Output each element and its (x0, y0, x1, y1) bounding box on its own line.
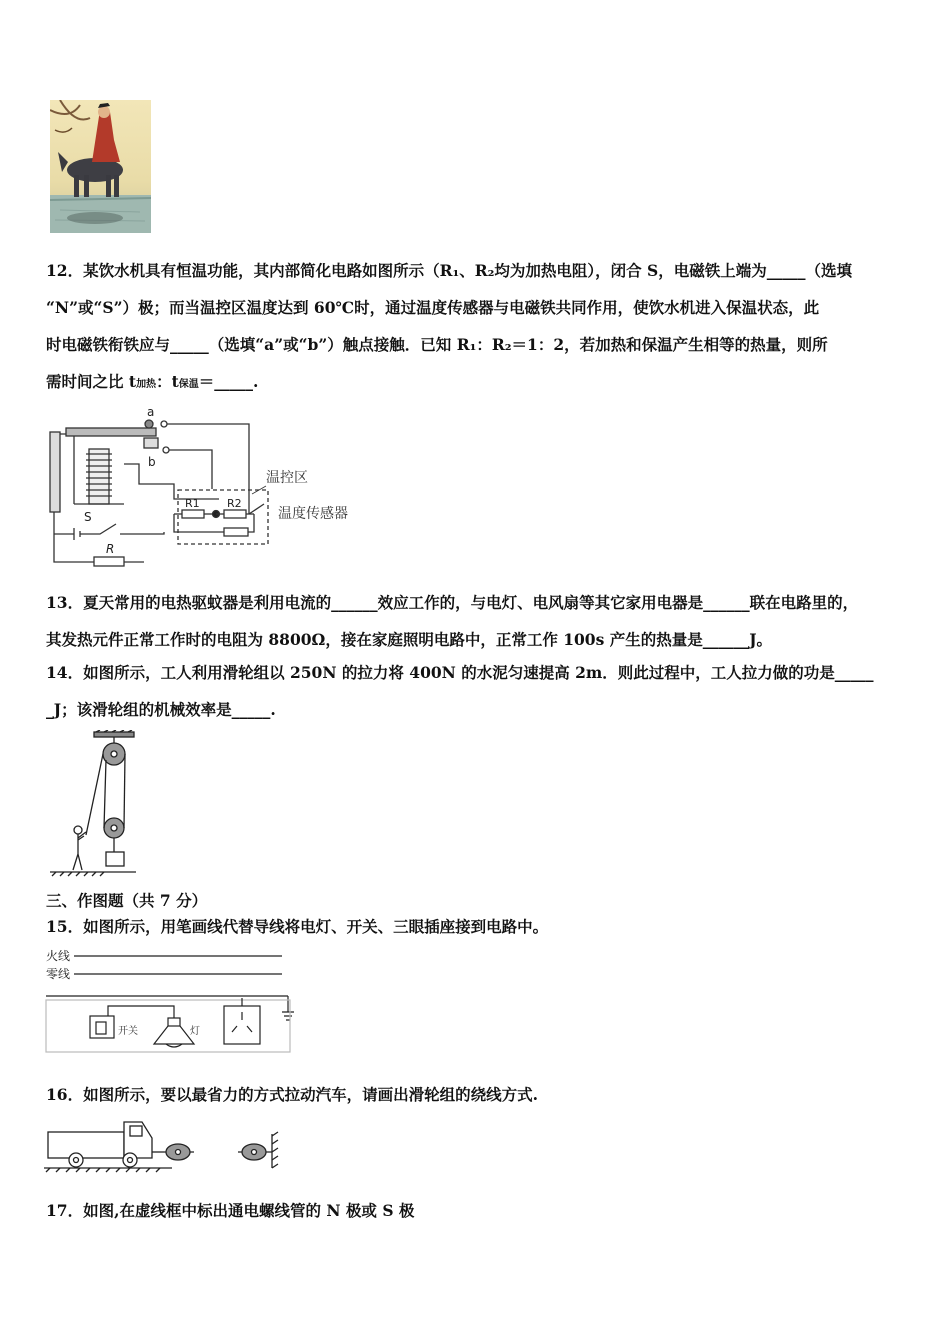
question-17 (46, 1194, 908, 1228)
q15-text: 15．如图所示，用笔画线代替导线将电灯、开关、三眼插座接到电路中。 (46, 917, 549, 936)
q12-line4 (46, 363, 908, 403)
label-b: b (148, 455, 156, 469)
label-s: S (84, 510, 92, 524)
section-3-heading: 三、作图题（共 7 分） (46, 891, 208, 910)
q14-pulley-diagram (46, 730, 136, 878)
question-13 (46, 584, 908, 658)
q16-text: 16．如图所示，要以最省力的方式拉动汽车，请画出滑轮组的绕线方式. (46, 1085, 538, 1104)
q15-wiring-diagram (44, 946, 294, 1054)
q12-line4-a: 需时间之比 t (46, 372, 137, 391)
label-r: R (106, 542, 115, 556)
label-switch: 开关 (118, 1026, 138, 1037)
question-15 (46, 910, 908, 944)
q12-circuit-diagram (44, 404, 374, 572)
label-live-wire: 火线 (46, 949, 71, 963)
label-zone: 温控区 (266, 470, 308, 486)
label-a: a (147, 405, 155, 419)
q12-line4-b: ：t (156, 372, 179, 391)
label-r2: R2 (227, 497, 242, 510)
q14-line2: _J；该滑轮组的机械效率是_____. (46, 700, 276, 719)
q13-line2: 其发热元件正常工作时的电阻为 8800Ω，接在家庭照明电路中，正常工作 100s 产生的热量是______J。 (46, 630, 773, 649)
q12-line2: “N”或“S”）极；而当温控区温度达到 60℃时，通过温度传感器与电磁铁共同作用，使饮水机进入保温状态，此 (46, 298, 820, 317)
label-lamp: 灯 (190, 1026, 200, 1037)
q12-line1: 12．某饮水机具有恒温功能，其内部简化电路如图所示（R₁、R₂均为加热电阻），闭合 S，电磁铁上端为_____（选填 (46, 261, 853, 280)
painting-image (50, 100, 151, 233)
label-neutral-wire: 零线 (46, 967, 71, 981)
label-r1: R1 (185, 497, 200, 510)
q12-line3: 时电磁铁衔铁应与_____（选填“a”或“b”）触点接触．已知 R₁：R₂＝1：2，若加热和保温产生相等的热量，则所 (46, 335, 828, 354)
q14-line1: 14．如图所示，工人利用滑轮组以 250N 的拉力将 400N 的水泥匀速提高 2m．则此过程中，工人拉力做的功是_____ (46, 663, 874, 682)
question-14 (46, 654, 908, 728)
q16-truck-diagram (44, 1114, 280, 1174)
q12-line4-c: ＝_____. (198, 372, 259, 391)
q13-line1: 13．夏天常用的电热驱蚊器是利用电流的______效应工作的，与电灯、电风扇等其它家用电器是______联在电路里的， (46, 593, 859, 612)
label-sensor: 温度传感器 (278, 506, 348, 522)
q12-sub-keepwarm: 保温 (178, 379, 199, 390)
q17-text: 17．如图,在虚线框中标出通电螺线管的 N 极或 S 极 (46, 1201, 415, 1220)
question-16 (46, 1078, 908, 1112)
q12-sub-heating: 加热 (136, 379, 157, 390)
question-12 (46, 252, 908, 403)
